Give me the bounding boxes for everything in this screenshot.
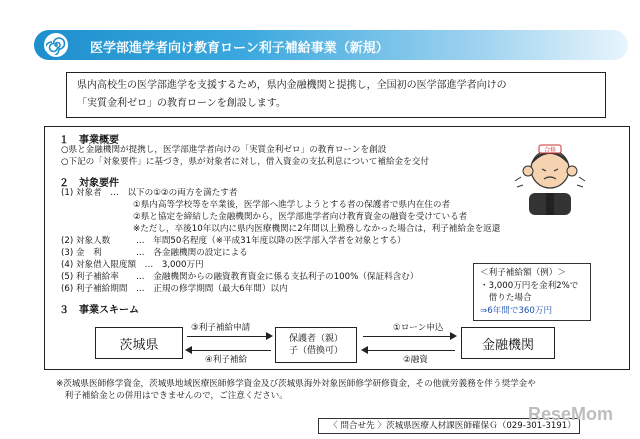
page-title: 医学部進学者向け教育ローン利子補給事業（新規） [90, 41, 389, 56]
requirement-line: (2) 対象人数 … 年間50名程度（※平成31年度以降の医学部入学者を対象とする） [61, 236, 406, 246]
section-3-heading: ３ 事業スキーム [59, 305, 139, 316]
arrow-right-icon [363, 336, 455, 337]
requirement-line: ②県と協定を締結した金融機関から，医学部進学者向け教育資金の融資を受けている者 [133, 212, 468, 222]
svg-text:合格: 合格 [543, 147, 557, 154]
intro-line-1: 県内高校生の医学部進学を支援するため，県内金融機関と提携し，全国初の医学部進学者向けの [77, 80, 507, 91]
intro-box [66, 72, 606, 118]
arrow-label-1: ①ローン申込 [393, 323, 444, 333]
requirement-line: (1) 対象者 … 以下の①②の両方を満たす者 [61, 188, 238, 198]
requirement-line: (6) 利子補給期間 … 正規の修学期間（最大6年間）以内 [61, 284, 288, 294]
arrow-label-4: ④利子補給 [205, 355, 248, 365]
loan-example-line: 借りた場合 [480, 293, 532, 303]
financial-institution-box: 金融機関 [461, 327, 555, 359]
requirement-line: ①県内高等学校等を卒業後，医学部へ進学しようとする者の保護者で県内在住の者 [133, 200, 451, 210]
student-studying-icon [507, 131, 593, 217]
requirement-line: (3) 金 利 … 各金融機関の設定による [61, 248, 248, 258]
footnote-line-2: 利子補給金との併用はできませんので，ご注意ください。 [56, 391, 288, 401]
main-content-box [44, 126, 630, 370]
arrow-left-icon [363, 350, 455, 351]
requirement-note: ※ただし，卒後10年以内に県内医療機関に2年間以上勤務しなかった場合は，利子補給金を返還 [133, 224, 501, 234]
overview-item-1: ○県と金融機関が提携し，医学部進学者向けの「実質金利ゼロ」の教育ローンを創設 [61, 145, 387, 155]
ibaraki-prefecture-box: 茨城県 [95, 327, 183, 359]
watermark-logo: ReseMom [528, 404, 614, 424]
loan-example-box [473, 263, 591, 321]
footnote [56, 378, 536, 402]
section-1-heading: １ 事業概要 [59, 135, 119, 146]
child-label: 子（借換可） [288, 346, 343, 356]
arrow-label-3: ③利子補給申請 [191, 323, 251, 333]
section-2-heading: ２ 対象要件 [59, 178, 119, 189]
requirement-line: (5) 利子補給率 … 金融機関からの融資教育資金に係る支払利子の100%（保証料含む） [61, 272, 419, 282]
overview-item-2: ○下記の「対象要件」に基づき，県が対象者に対し，借入資金の支払利息について補給金を交付 [61, 157, 429, 167]
guardian-label: 保護者（親） [288, 334, 343, 344]
loan-example-result: ⇒6年間で360万円 [480, 306, 553, 316]
spiral-logo-icon [44, 33, 68, 57]
loan-example-title: ＜利子補給額（例）＞ [480, 268, 566, 278]
arrow-right-icon [187, 336, 271, 337]
footnote-line-1: ※茨城県医師修学資金，茨城県地域医療医師修学資金及び茨城県海外対象医師修学研修資金，その他就労義務を伴う奨学金や [56, 379, 536, 389]
loan-example-line: ・3,000万円を金利2%で [480, 281, 579, 291]
arrow-left-icon [187, 350, 271, 351]
intro-line-2: 「実質金利ゼロ」の教育ローンを創設します。 [77, 98, 286, 109]
contact-box: 〈 問合せ先 〉茨城県医療人材課医師確保Ｇ（029-301-3191） [318, 418, 580, 434]
guardian-box [275, 327, 357, 363]
arrow-label-2: ②融資 [403, 355, 428, 365]
requirement-line: (4) 対象借入限度額 … 3,000万円 [61, 260, 204, 270]
